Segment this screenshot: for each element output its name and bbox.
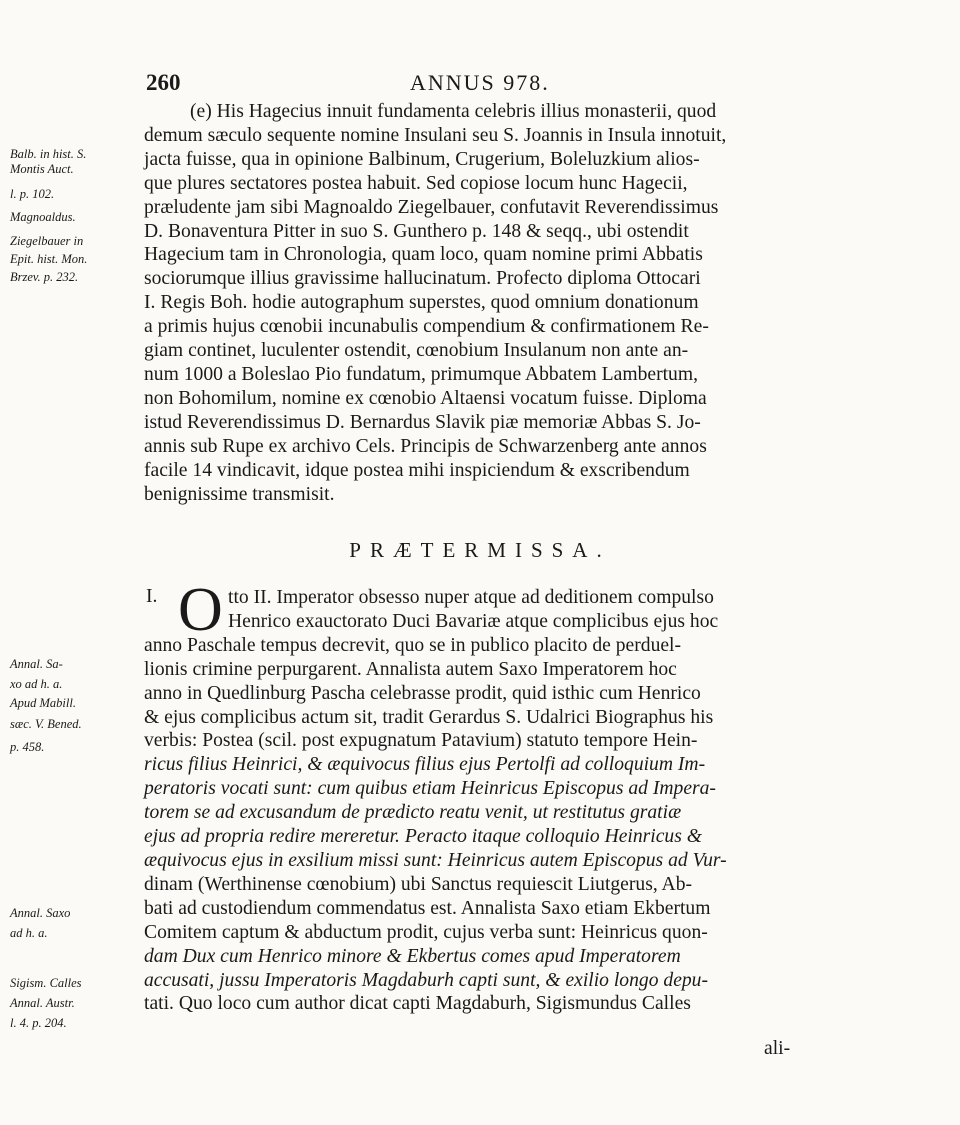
text-line: anno Paschale tempus decrevit, quo se in publico placito de perduel- (144, 634, 682, 656)
text-line: lionis crimine perpurgarent. Annalista autem Saxo Imperatorem hoc (144, 658, 677, 680)
text-line: istud Reverendissimus D. Bernardus Slavik piæ memoriæ Abbas S. Jo- (144, 411, 701, 433)
margin-note: xo ad h. a. (10, 677, 63, 691)
margin-note: Magnoaldus. (10, 210, 76, 224)
text-line: ejus ad propria redire mereretur. Peracto itaque colloquio Heinricus & (144, 826, 702, 848)
text-line: Hagecium tam in Chronologia, quam loco, quam nomine primi Abbatis (144, 244, 703, 266)
margin-note: Annal. Austr. (10, 996, 75, 1010)
margin-note: p. 458. (10, 740, 45, 754)
page-number: 260 (146, 70, 181, 95)
margin-note: Annal. Sa- (10, 657, 63, 671)
margin-note: sæc. V. Bened. (10, 717, 82, 731)
margin-note: ad h. a. (10, 926, 48, 940)
margin-note: Sigism. Calles (10, 976, 82, 990)
margin-note: l. 4. p. 204. (10, 1016, 67, 1030)
text-line: giam continet, luculenter ostendit, cœnobium Insulanum non ante an- (144, 340, 689, 362)
text-line: tto II. Imperator obsesso nuper atque ad deditionem compulso (228, 587, 714, 608)
margin-note: Annal. Saxo (10, 906, 71, 920)
text-line: tati. Quo loco cum author dicat capti Magdaburh, Sigismundus Calles (144, 993, 691, 1015)
running-head: ANNUS 978. (410, 70, 550, 95)
text-line: demum sæculo sequente nomine Insulani seu S. Joannis in Insula innotuit, (144, 124, 727, 146)
margin-note: Montis Auct. (10, 162, 74, 176)
text-line: annis sub Rupe ex archivo Cels. Principis de Schwarzenberg ante annos (144, 435, 707, 457)
paragraph-number: I. (146, 586, 158, 607)
text-line: ricus filius Heinrici, & æquivocus filius ejus Pertolfi ad colloquium Im- (144, 754, 706, 776)
margin-note: Apud Mabill. (10, 696, 76, 710)
text-line: anno in Quedlinburg Pascha celebrasse prodit, quid isthic cum Henrico (144, 682, 701, 704)
margin-note: Ziegelbauer in (10, 234, 84, 248)
text-line: verbis: Postea (scil. post expugnatum Patavium) statuto tempore Hein- (144, 730, 698, 752)
text-line: Comitem captum & abductum prodit, cujus verba sunt: Heinricus quon- (144, 921, 708, 943)
text-line: torem se ad excusandum de prædicto reatu venit, ut restitutus gratiæ (144, 802, 682, 824)
text-line: sociorumque illius gravissime hallucinatum. Profecto diploma Ottocari (144, 268, 701, 290)
text-line: non Bohomilum, nomine ex cœnobio Altaensi vocatum fuisse. Diploma (144, 387, 707, 409)
text-line: benignissime transmisit. (144, 483, 335, 505)
text-line: accusati, jussu Imperatoris Magdaburh capti sunt, & exilio longo depu- (144, 969, 709, 991)
catchword: ali- (764, 1038, 791, 1059)
text-line: præludente jam sibi Magnoaldo Ziegelbauer, confutavit Reverendissimus (144, 196, 719, 218)
text-line: bati ad custodiendum commendatus est. Annalista Saxo etiam Ekbertum (144, 897, 711, 919)
text-line: a primis hujus cœnobii incunabulis compendium & confirmationem Re- (144, 316, 709, 338)
text-line: I. Regis Boh. hodie autographum superstes, quod omnium donationum (144, 292, 699, 314)
text-line: æquivocus ejus in exsilium missi sunt: Heinricus autem Episcopus ad Vur- (144, 849, 727, 871)
text-line: peratoris vocati sunt: cum quibus etiam Heinricus Episcopus ad Impera- (144, 778, 716, 800)
text-line: dinam (Werthinense cœnobium) ubi Sanctus requiescit Liutgerus, Ab- (144, 873, 693, 895)
margin-note: Brzev. p. 232. (10, 270, 79, 284)
page-header (0, 70, 960, 100)
text-line: Henrico exauctorato Duci Bavariæ atque complicibus ejus hoc (228, 610, 719, 632)
section-title: PRÆTERMISSA. (349, 538, 611, 562)
margin-note: Balb. in hist. S. (10, 147, 87, 161)
text-line: D. Bonaventura Pitter in suo S. Gunthero p. 148 & seqq., ubi ostendit (144, 220, 689, 242)
drop-cap: O (178, 576, 223, 644)
text-line: jacta fuisse, qua in opinione Balbinum, Crugerium, Boleluzkium alios- (144, 148, 700, 170)
text-line: & ejus complicibus actum sit, tradit Gerardus S. Udalrici Biographus his (144, 706, 714, 728)
text-line: (e) His Hagecius innuit fundamenta celebris illius monasterii, quod (190, 101, 717, 122)
margin-note: Epit. hist. Mon. (10, 252, 88, 266)
text-line: dam Dux cum Henrico minore & Ekbertus comes apud Imperatorem (144, 945, 681, 967)
text-line: num 1000 a Boleslao Pio fundatum, primumque Abbatem Lambertum, (144, 363, 698, 385)
praetermissa-paragraph (144, 586, 834, 1016)
text-line: que plures sectatores postea habuit. Sed copiose locum hunc Hagecii, (144, 172, 688, 194)
footnote-paragraph (144, 100, 834, 506)
text-line: facile 14 vindicavit, idque postea mihi inspiciendum & exscribendum (144, 459, 690, 481)
margin-note: l. p. 102. (10, 187, 55, 201)
